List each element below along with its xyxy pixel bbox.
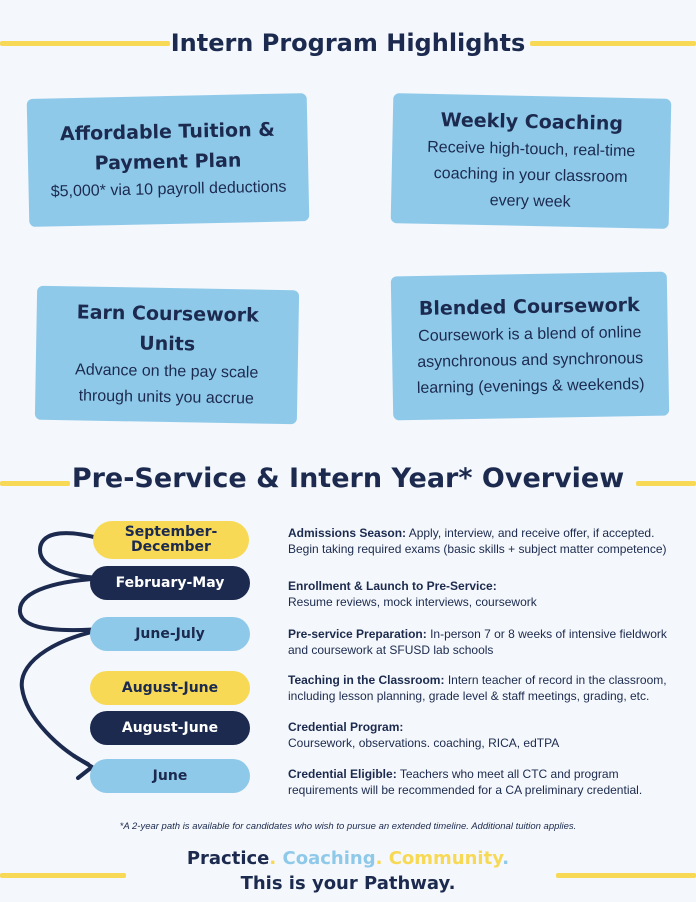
card-title: Blended Coursework (418, 294, 640, 320)
timeline-heading: Credential Eligible: (288, 767, 397, 781)
card-title: Affordable Tuition & Payment Plan (59, 118, 276, 175)
timeline-text: Resume reviews, mock interviews, coursework (288, 595, 537, 609)
timeline-description (288, 626, 688, 658)
timeline-text: Apply, interview, and receive offer, if accepted. Begin taking required exams (basic skills + subject matter competence) (288, 526, 667, 556)
highlights-title: Intern Program Highlights (170, 29, 526, 57)
tagline-line-2: This is your Pathway. (240, 873, 456, 894)
card-title: Weekly Coaching (440, 109, 624, 135)
timeline-description (288, 578, 688, 610)
timeline-text: In-person 7 or 8 weeks of intensive fieldwork and coursework at SFUSD lab schools (288, 627, 667, 657)
timeline-description (288, 672, 688, 704)
card-title: Earn Coursework Units (76, 301, 259, 356)
timeline-description (288, 525, 688, 557)
footnote: *A 2-year path is available for candidates who wish to pursue an extended timeline. Additional tuition applies. (119, 821, 577, 832)
card-text: $5,000* via 10 payroll deductions (50, 178, 287, 201)
highlight-card-coaching (391, 93, 672, 229)
timeline-heading: Admissions Season: (288, 526, 407, 540)
card-text: Advance on the pay scale through units you accrue (74, 361, 259, 408)
timeline-period-pill: February-May (90, 566, 250, 600)
tagline-coaching: Coaching (282, 848, 376, 869)
timeline-heading: Enrollment & Launch to Pre-Service: (288, 579, 497, 593)
timeline-heading: Pre-service Preparation: (288, 627, 427, 641)
timeline-period-pill: August-June (90, 671, 250, 705)
tagline-practice: Practice (186, 848, 270, 869)
highlight-card-tuition (27, 93, 310, 227)
timeline-text: Teachers who meet all CTC and program requirements will be recommended for a CA preliminary credential. (288, 767, 643, 797)
timeline-period-pill: June (90, 759, 250, 793)
card-text: Coursework is a blend of online asynchronous and synchronous learning (evenings & weekends) (416, 324, 645, 397)
timeline-text: Intern teacher of record in the classroom, including lesson planning, grade level & staff meetings, grading, etc. (288, 673, 667, 703)
timeline-text: Coursework, observations. coaching, RICA, edTPA (288, 736, 560, 750)
highlight-card-blended (391, 272, 669, 421)
tagline-community: Community (388, 848, 503, 869)
timeline-period-pill: September-December (93, 521, 249, 559)
timeline-period-pill: June-July (90, 617, 250, 651)
timeline-heading: Credential Program: (288, 720, 404, 734)
tagline-dot: . (375, 848, 383, 869)
tagline-line-1 (0, 848, 696, 869)
overview-title: Pre-Service & Intern Year* Overview (71, 463, 625, 494)
timeline-heading: Teaching in the Classroom: (288, 673, 445, 687)
timeline-description (288, 766, 688, 798)
timeline-description (288, 719, 688, 751)
card-text: Receive high-touch, real-time coaching in your classroom every week (427, 138, 636, 211)
tagline-dot: . (269, 848, 277, 869)
highlight-card-units (35, 286, 299, 425)
tagline-dot: . (502, 848, 510, 869)
timeline-period-pill: August-June (90, 711, 250, 745)
